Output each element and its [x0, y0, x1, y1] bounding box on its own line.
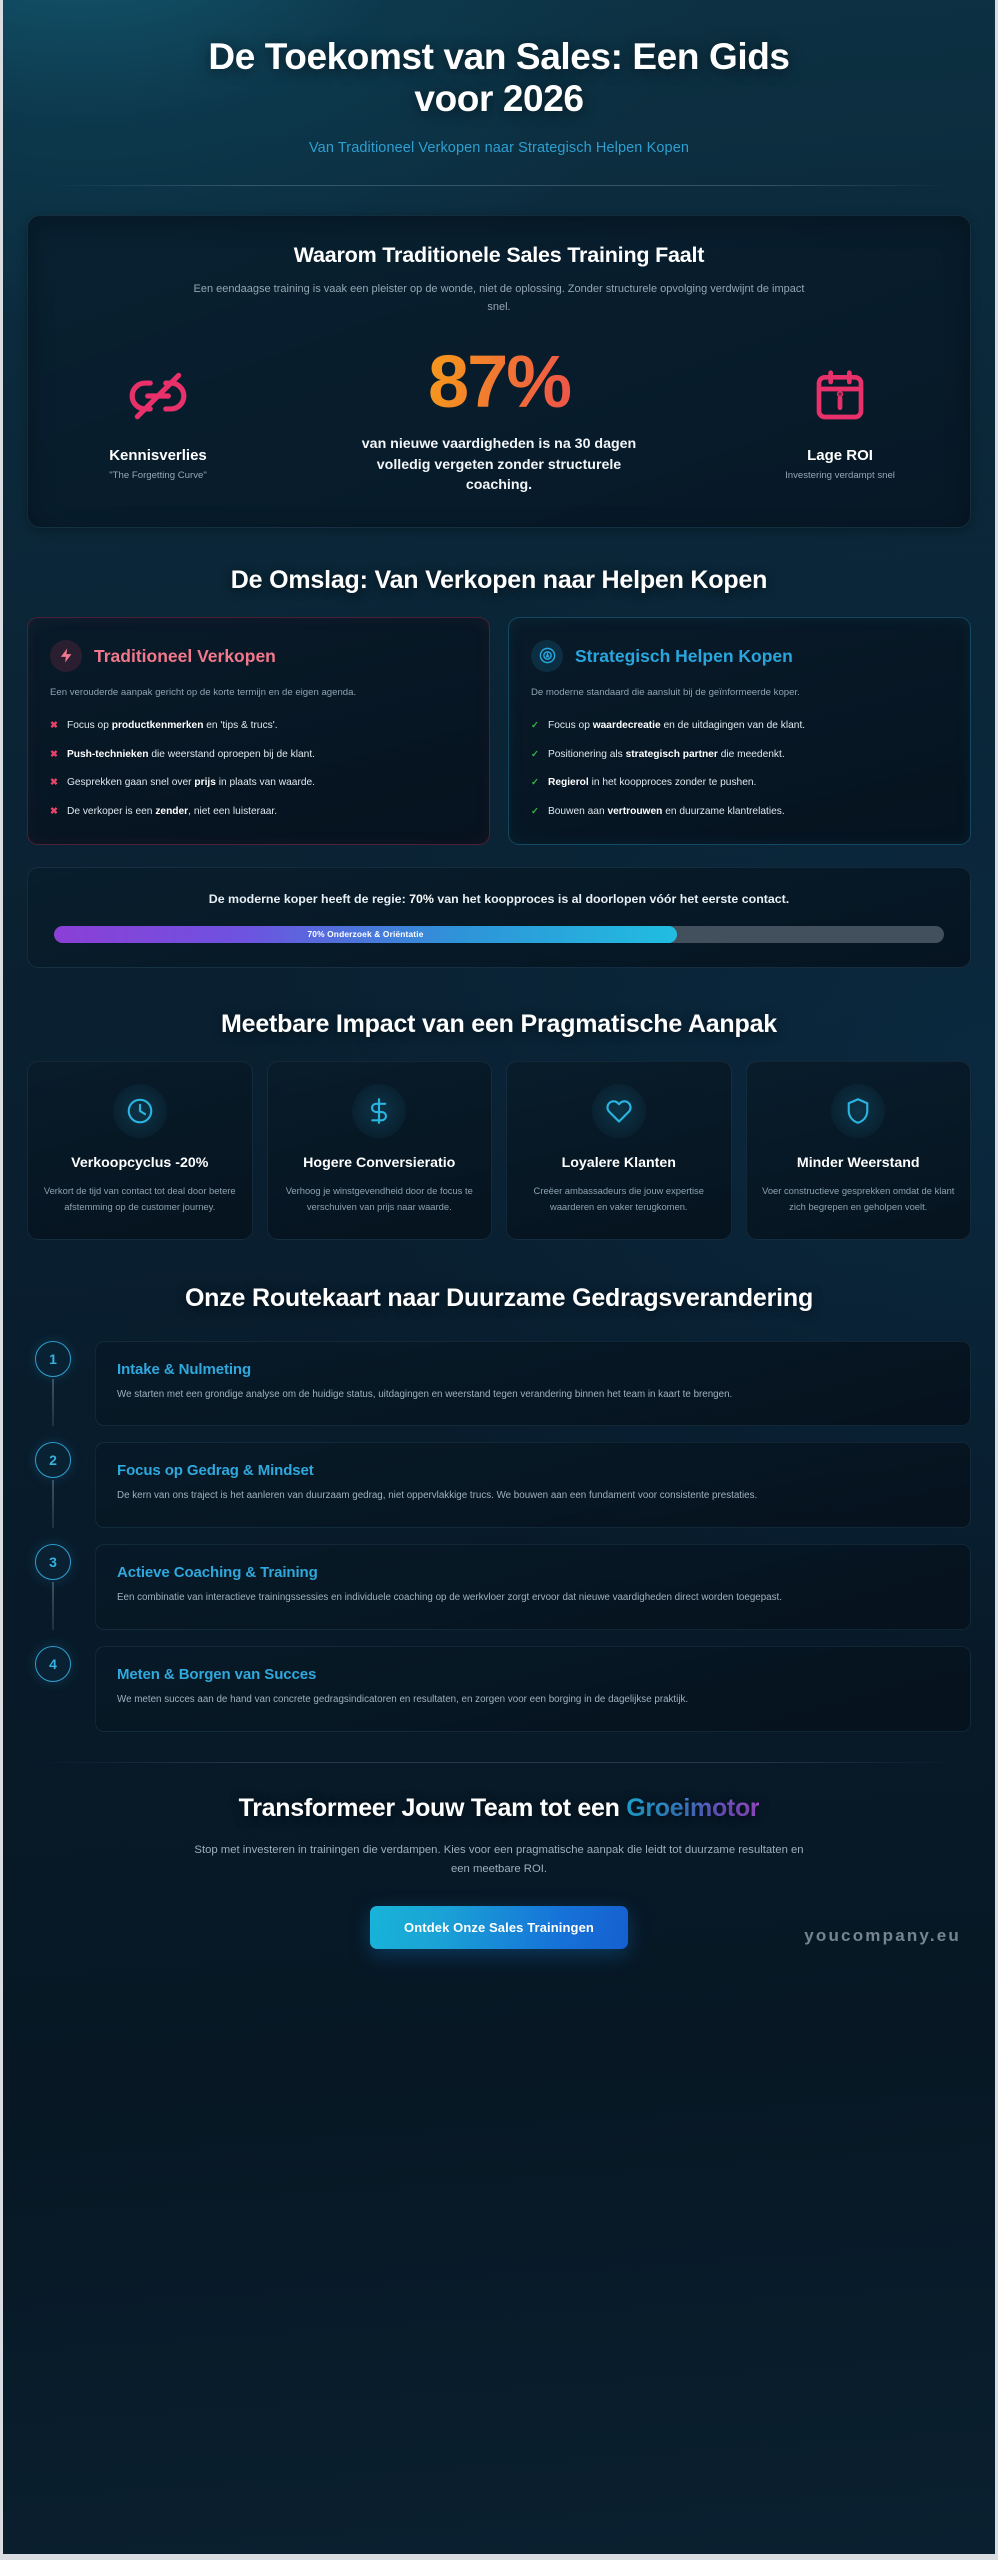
page-header: [3, 0, 995, 156]
roadmap-step-title: Actieve Coaching & Training: [117, 1564, 318, 1582]
cta-title: Transformeer Jouw Team tot een Groeimotor: [238, 1794, 760, 1823]
buyer-progress-bar[interactable]: [54, 926, 944, 943]
roadmap-step: [31, 1544, 971, 1630]
roadmap-step: [31, 1646, 971, 1732]
stat-knowledge-loss-label: Kennisverlies: [109, 447, 207, 465]
calendar-alert-icon: [740, 359, 940, 433]
list-item: [531, 804, 948, 821]
stat-low-roi: [740, 359, 940, 481]
card-traditional-header: [50, 640, 467, 672]
impact-card-desc: Verkort de tijd van contact tot deal door betere afstemming op de customer journey.: [43, 1185, 236, 1213]
impact-card-title: Loyalere Klanten: [561, 1154, 676, 1171]
impact-card: [27, 1061, 253, 1240]
card-traditional-title: Traditioneel Verkopen: [94, 645, 276, 666]
list-item: [50, 804, 467, 821]
check-icon: ✓: [531, 805, 539, 817]
buyer-control-banner: [27, 867, 971, 968]
card-traditional-list: [50, 718, 467, 820]
cta-section: [3, 1794, 995, 1949]
card-strategic-desc: De moderne standaard die aansluit bij de geïnformeerde koper.: [531, 686, 800, 698]
impact-card-desc: Voer constructieve gesprekken omdat de klant zich begrepen en geholpen voelt.: [762, 1185, 955, 1213]
roadmap-step-rail: [31, 1341, 75, 1427]
list-item-text: Focus op waardecreatie en de uitdagingen van de klant.: [547, 720, 806, 732]
roadmap-step-desc: We meten succes aan de hand van concrete gedragsindicatoren en resultaten, en zorgen voor een borging in de dagelijkse praktijk.: [117, 1694, 689, 1706]
heart-icon: [592, 1084, 646, 1138]
stat-percentage-caption: van nieuwe vaardigheden is na 30 dagen volledig vergeten zonder structurele coaching.: [361, 436, 637, 493]
list-item-text: Regierol in het koopproces zonder te pushen.: [547, 777, 757, 789]
problem-panel: [27, 215, 971, 528]
list-item-text: Bouwen aan vertrouwen en duurzame klantrelaties.: [547, 805, 785, 817]
stats-row: [58, 339, 940, 495]
stat-low-roi-sub: Investering verdampt snel: [785, 470, 895, 482]
buyer-progress-label: 70% Onderzoek & Oriëntatie: [307, 929, 424, 940]
roadmap-step-number: 4: [35, 1646, 71, 1682]
roadmap-step-rail: [31, 1442, 75, 1528]
stat-headline: [258, 339, 740, 495]
broken-link-icon: [58, 359, 258, 433]
impact-card: [267, 1061, 493, 1240]
roadmap-step: [31, 1442, 971, 1528]
roadmap-step-card: [95, 1544, 971, 1630]
roadmap-step-number: 1: [35, 1341, 71, 1377]
list-item-text: Focus op productkenmerken en 'tips & trucs'.: [66, 720, 278, 732]
list-item: [50, 718, 467, 735]
roadmap-step-desc: We starten met een grondige analyse om de huidige status, uitdagingen en weerstand tegen verandering binnen het team in kaart te brengen.: [117, 1388, 733, 1400]
list-item: [531, 718, 948, 735]
problem-title: Waarom Traditionele Sales Training Faalt: [293, 243, 705, 268]
roadmap-step-title: Meten & Borgen van Succes: [117, 1666, 317, 1684]
roadmap-connector: [52, 1582, 54, 1630]
list-item: [50, 747, 467, 764]
list-item-text: Gesprekken gaan snel over prijs in plaats van waarde.: [66, 777, 316, 789]
roadmap-step-card: [95, 1646, 971, 1732]
roadmap-section: [3, 1284, 995, 1732]
cta-body: Stop met investeren in trainingen die verdampen. Kies voor een pragmatische aanpak die leidt tot duurzame resultaten en een meetbare ROI.: [194, 1844, 804, 1876]
roadmap-step-title: Focus op Gedrag & Mindset: [117, 1462, 314, 1480]
list-item-text: Push-technieken die weerstand oproepen bij de klant.: [66, 748, 316, 760]
list-item-text: Positionering als strategisch partner die meedenkt.: [547, 748, 785, 760]
page-subtitle: Van Traditioneel Verkopen naar Strategisch Helpen Kopen: [308, 140, 690, 157]
roadmap-step-desc: De kern van ons traject is het aanleren van duurzaam gedrag, niet oppervlakkige trucs. We bouwen aan een fundament voor consistente prestaties.: [117, 1490, 758, 1502]
roadmap-connector: [52, 1480, 54, 1528]
roadmap-step-number: 2: [35, 1442, 71, 1478]
buyer-progress-fill: [54, 926, 677, 943]
clock-icon: [113, 1084, 167, 1138]
roadmap-step-rail: [31, 1544, 75, 1630]
dollar-icon: [352, 1084, 406, 1138]
page-title: De Toekomst van Sales: Een Gids voor 2026: [208, 36, 790, 120]
impact-card-title: Verkoopcyclus -20%: [71, 1154, 209, 1171]
card-traditional-selling: [27, 617, 490, 845]
brand-wordmark: youcompany.eu: [804, 1925, 961, 1945]
roadmap-step-title: Intake & Nulmeting: [117, 1360, 252, 1378]
list-item: [50, 775, 467, 792]
impact-grid: [27, 1061, 971, 1240]
cross-icon: ✖: [50, 720, 58, 732]
shift-section-title: De Omslag: Van Verkopen naar Helpen Kopen: [230, 565, 768, 594]
roadmap-section-title: Onze Routekaart naar Duurzame Gedragsverandering: [184, 1283, 814, 1312]
card-strategic-title: Strategisch Helpen Kopen: [575, 645, 793, 666]
shift-section: [3, 566, 995, 968]
cta-button[interactable]: Ontdek Onze Sales Trainingen: [370, 1906, 628, 1949]
roadmap-step-card: [95, 1442, 971, 1528]
roadmap-timeline: [27, 1341, 971, 1732]
card-strategic-header: [531, 640, 948, 672]
card-traditional-desc: Een verouderde aanpak gericht op de korte termijn en de eigen agenda.: [50, 686, 357, 698]
impact-card: [746, 1061, 972, 1240]
cross-icon: ✖: [50, 748, 58, 760]
impact-card-desc: Creëer ambassadeurs die jouw expertise waarderen en vaker terugkomen.: [533, 1185, 704, 1213]
cta-divider: [27, 1762, 971, 1763]
roadmap-step-number: 3: [35, 1544, 71, 1580]
impact-card: [506, 1061, 732, 1240]
cta-title-accent: Groeimotor: [626, 1794, 760, 1823]
cross-icon: ✖: [50, 777, 58, 789]
check-icon: ✓: [531, 720, 539, 732]
card-strategic-buying: [508, 617, 971, 845]
impact-card-title: Minder Weerstand: [796, 1154, 920, 1171]
check-icon: ✓: [531, 777, 539, 789]
cross-icon: ✖: [50, 805, 58, 817]
impact-card-title: Hogere Conversieratio: [303, 1154, 456, 1171]
stat-percentage: 87%: [264, 346, 734, 419]
roadmap-step: [31, 1341, 971, 1427]
comparison-grid: [27, 617, 971, 845]
stat-low-roi-label: Lage ROI: [807, 447, 873, 465]
stat-knowledge-loss-sub: "The Forgetting Curve": [109, 470, 207, 482]
shield-icon: [831, 1084, 885, 1138]
lightning-bolt-icon: [50, 640, 82, 672]
roadmap-step-rail: [31, 1646, 75, 1732]
list-item-text: De verkoper is een zender, niet een luisteraar.: [66, 805, 278, 817]
list-item: [531, 747, 948, 764]
card-strategic-list: [531, 718, 948, 820]
impact-card-desc: Verhoog je winstgevendheid door de focus te verschuiven van prijs naar waarde.: [285, 1185, 473, 1213]
roadmap-step-desc: Een combinatie van interactieve trainingssessies en individuele coaching op de werkvloer zorgt ervoor dat nieuwe vaardigheden direct worden toegepast.: [117, 1592, 782, 1604]
check-icon: ✓: [531, 748, 539, 760]
roadmap-connector: [52, 1379, 54, 1427]
target-circle-icon: [531, 640, 563, 672]
list-item: [531, 775, 948, 792]
stat-knowledge-loss: [58, 359, 258, 481]
buyer-control-text: De moderne koper heeft de regie: 70% van het koopproces is al doorlopen vóór het eerste contact.: [208, 892, 790, 907]
impact-section-title: Meetbare Impact van een Pragmatische Aanpak: [221, 1009, 777, 1038]
header-divider: [45, 185, 953, 186]
impact-section: [3, 1010, 995, 1240]
problem-lead: Een eendaagse training is vaak een pleister op de wonde, niet de oplossing. Zonder structurele opvolging verdwijnt de impact snel.: [193, 283, 805, 314]
roadmap-step-card: [95, 1341, 971, 1427]
